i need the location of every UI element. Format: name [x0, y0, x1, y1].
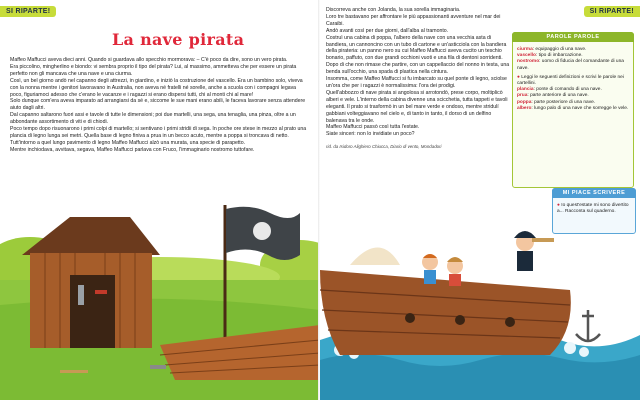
glossary-item: vascello: tipo di imbarcazione. — [517, 53, 583, 59]
saw-icon — [78, 285, 84, 305]
paragraph: Maffeo Maffucci passò così tutta l'estate. — [326, 124, 420, 131]
telescope-icon — [532, 238, 554, 242]
exercise-instruction: ● Leggi le seguenti definizioni e scrivi le parole nei cartellini. — [517, 74, 624, 87]
paragraph: Era piccolino, mingherlino e biondo: vi sembra proprio il tipo del pirata? Lui, al massimo, ammetteva che per essere un pirata perfetto non gli mancava che una nave e una ciurma. — [10, 63, 297, 77]
paragraph: Discorreva anche con Jolanda, la sua sorella immaginaria. — [326, 7, 461, 13]
skull-icon — [253, 222, 271, 240]
section-tab-right: SI RIPARTE! — [584, 6, 640, 17]
ship-hull-icon — [320, 270, 571, 355]
paragraph: Poco tempo dopo risuonarono i primi colpi di martello; si sentivano i primi stridii di sega. In poche ore stese in mezzo al prato una plancia di legno lunga sei metri. Quella base di legno finiva a prua in un becco acuto, mentre a poppa si troncava di netto. Tutt'intorno a quel lungo pavimento di legno Maffeo Maffucci alzò una murata, una specie di parapetto. — [10, 126, 307, 146]
story-text-right — [326, 7, 512, 151]
girl-sailor-icon — [422, 254, 438, 284]
paragraph: Costruì una cabina di poppa, l'albero della nave con una vecchia asta di bandiera, un cannoncino con un tubo di cartone e un'asticciola con la bandiera della pirateria: un panno nero su cui Maffeo Maffucci aveva cucito un teschio bonario, paffuto, con due grandi occhioni vuoti e una fila di dentoni sorridenti. — [326, 34, 507, 62]
right-page — [320, 0, 640, 400]
definition-item: plancia: ponte di comando di una nave. — [517, 87, 602, 93]
paragraph: Quell'abbozzo di nave pirata si angolosa si arrotondò, prese corpo, moltiplicò alberi e vele. L'interno della cabina divenne una scicchetia, tutta tappeti e tavoli eleganti. Il prato si trasformò in un bel mare verde e ondoso, mentre stridulí gabbiani volteggiavano nel cielo e, di tanto in tanto, il dorso di un delfino balenava tra le onde. — [326, 89, 508, 124]
porthole-icon — [505, 317, 515, 327]
tool-icon — [150, 365, 166, 369]
porthole-icon — [455, 315, 465, 325]
shed-icon — [22, 217, 160, 348]
vocabulary-box-title: PAROLE PAROLE — [512, 32, 634, 42]
writing-box — [552, 188, 636, 234]
paragraph: Mentre inchiodava, avvitava, segava, Maffeo Maffucci parlava con Fruco, l'immaginario nostromo tuttofare. — [10, 146, 255, 153]
pirate-captain-icon — [514, 231, 554, 271]
pirate-ship-illustration — [320, 230, 640, 400]
paragraph: Così, un bel giorno andò nel capanno degli attrezzi, in giardino, e iniziò la costruzione del vascello. Era un bambino solo, viveva con la nonna mentre i genitori lavoravano in Australia, non aveva né fratelli né sorelle, anche a scuola con i compagni legava poco, figuriamoci adesso che c'erano le vacanze e i ragazzi si erano dispersi tutti, chi al monti chi al mare! — [10, 77, 303, 98]
definition-item: poppa: parte posteriore di una nave. — [517, 99, 596, 105]
bullet-icon: ● — [517, 74, 520, 80]
plank-icon — [60, 370, 88, 373]
writing-prompt: ● Io quest'estate mi sono divertito a... Racconta sul quaderno. — [557, 203, 629, 215]
paragraph: Dal capanno saltarono fuori assi e tavole di tutte le dimensioni; poi due martelli, una sega, una tenaglia, una pinza, oltre a un abbondante assortimento di viti e di chiodi. — [10, 112, 296, 126]
paragraph: Dopo di che non rimase che partire, con un cappellaccio del nonno in testa, una benda sull'occhio, una spada di plastica nella cintura. — [326, 62, 510, 76]
source-credit: rid. da Isidoro Alighiero Chiucca, Diario di vento, Mondadori — [326, 144, 442, 150]
definition-item: prua: parte anteriore di una nave. — [517, 93, 589, 99]
paragraph: Insomma, come Maffeo Maffucci si fu imbarcato su quel ponte di legno, sciolse un'ora che per i ragazzi è normalissima: l'ora dei prodigi. — [326, 76, 507, 89]
boy-sailor-icon — [447, 257, 463, 286]
story-title: La nave pirata — [112, 30, 245, 49]
writing-box-title: MI PIACE SCRIVERE — [552, 188, 636, 198]
paragraph: Loro tre bastavano per affrontare le più appassionanti avventure nel mar dei Caraibi. — [326, 13, 501, 27]
anchor-icon — [576, 310, 600, 341]
porthole-icon — [405, 313, 415, 323]
hammer-icon — [95, 290, 107, 294]
definition-item: albero: lungo palo di una nave che sorregge le vele. — [517, 105, 629, 111]
story-text-left — [10, 57, 310, 154]
section-tab-left: SI RIPARTE! — [0, 6, 56, 17]
sail-icon — [350, 248, 400, 266]
paragraph: Andò avanti così per due giorni, dall'alba al tramonto. — [326, 27, 449, 34]
paragraph: Siate sinceri: non lo invidiate un poco? — [326, 131, 415, 138]
vocabulary-box — [512, 32, 634, 188]
bullet-icon: ● — [557, 203, 560, 208]
glossary-item: ciurma: equipaggio di una nave. — [517, 47, 587, 52]
paragraph: Maffeo Maffucci aveva dieci anni. Quando si guardava allo specchio mormorava: – C'è poco da dire, sono un vero pirata. — [10, 57, 288, 63]
glossary-item: nostromo: uomo di fiducia del comandante di una nave. — [517, 59, 624, 71]
shed-garden-illustration — [0, 195, 320, 400]
paragraph: Solo dunque com'era aveva imparato ad arrangiarsi da sé e, siccome le sue mani erano abili, le faceva lavorare senza attendere aiuto dagli altri. — [10, 98, 306, 112]
